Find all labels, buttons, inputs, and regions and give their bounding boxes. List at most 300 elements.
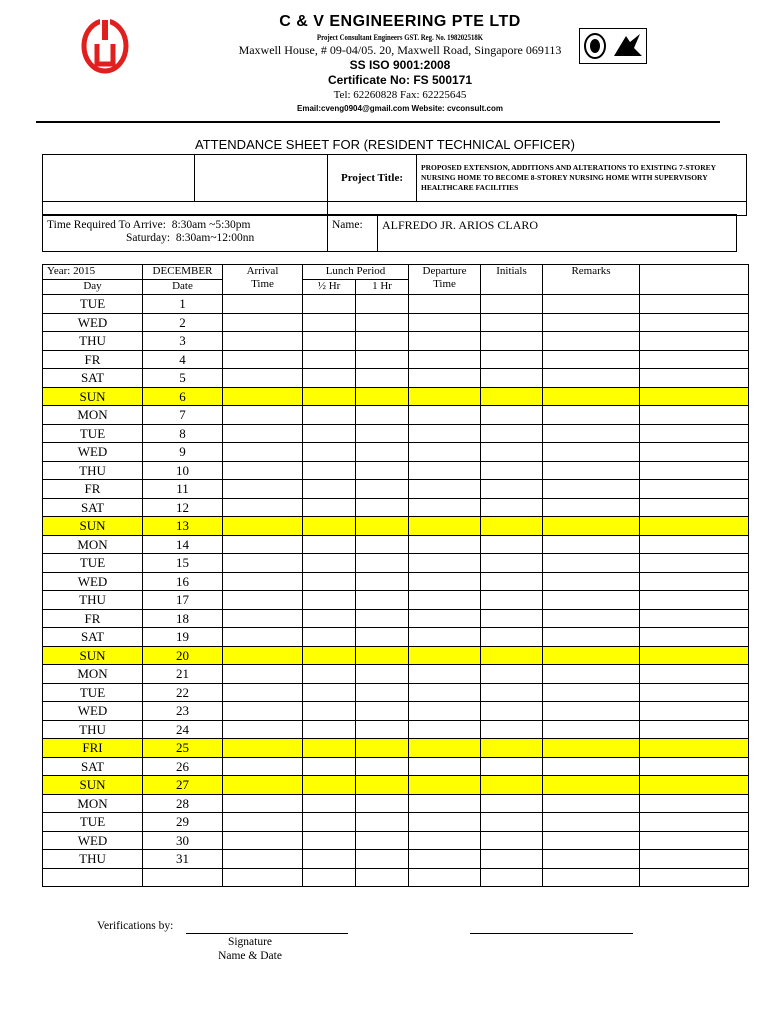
entry-cell bbox=[303, 591, 356, 610]
entry-cell bbox=[481, 776, 543, 795]
date-cell: 28 bbox=[143, 794, 223, 813]
accreditation-mark-icon bbox=[612, 32, 644, 60]
entry-cell bbox=[356, 498, 409, 517]
one-hour-header: 1 Hr bbox=[356, 280, 409, 295]
entry-cell bbox=[481, 683, 543, 702]
date-cell: 23 bbox=[143, 702, 223, 721]
date-cell: 14 bbox=[143, 535, 223, 554]
entry-cell bbox=[223, 609, 303, 628]
entry-cell bbox=[223, 480, 303, 499]
lunch-period-header: Lunch Period bbox=[303, 265, 409, 280]
table-row bbox=[43, 757, 749, 776]
entry-cell bbox=[223, 535, 303, 554]
entry-cell bbox=[543, 369, 640, 388]
entry-cell bbox=[303, 461, 356, 480]
day-cell: TUE bbox=[43, 813, 143, 832]
entry-cell bbox=[543, 665, 640, 684]
entry-cell bbox=[543, 387, 640, 406]
entry-cell bbox=[543, 406, 640, 425]
entry-cell bbox=[640, 332, 749, 351]
entry-cell bbox=[409, 554, 481, 573]
entry-cell bbox=[303, 554, 356, 573]
entry-cell bbox=[543, 683, 640, 702]
entry-cell bbox=[640, 554, 749, 573]
entry-cell bbox=[409, 369, 481, 388]
entry-cell bbox=[303, 868, 356, 887]
table-row bbox=[43, 850, 749, 869]
entry-cell bbox=[303, 313, 356, 332]
entry-cell bbox=[481, 461, 543, 480]
entry-cell bbox=[409, 776, 481, 795]
day-cell: TUE bbox=[43, 554, 143, 573]
entry-cell bbox=[356, 776, 409, 795]
table-row bbox=[43, 591, 749, 610]
table-row bbox=[43, 609, 749, 628]
entry-cell bbox=[409, 480, 481, 499]
table-row bbox=[43, 702, 749, 721]
entry-cell bbox=[543, 702, 640, 721]
entry-cell bbox=[640, 868, 749, 887]
entry-cell bbox=[481, 850, 543, 869]
entry-cell bbox=[303, 424, 356, 443]
entry-cell bbox=[640, 813, 749, 832]
entry-cell bbox=[543, 332, 640, 351]
entry-cell bbox=[303, 369, 356, 388]
date-cell: 19 bbox=[143, 628, 223, 647]
day-cell: FR bbox=[43, 350, 143, 369]
entry-cell bbox=[303, 480, 356, 499]
entry-cell bbox=[303, 757, 356, 776]
table-row bbox=[43, 443, 749, 462]
entry-cell bbox=[543, 350, 640, 369]
entry-cell bbox=[223, 572, 303, 591]
entry-cell bbox=[223, 757, 303, 776]
day-cell: TUE bbox=[43, 424, 143, 443]
entry-cell bbox=[481, 646, 543, 665]
certification-badges bbox=[579, 28, 647, 64]
entry-cell bbox=[303, 776, 356, 795]
entry-cell bbox=[481, 406, 543, 425]
date-cell: 20 bbox=[143, 646, 223, 665]
day-cell: THU bbox=[43, 332, 143, 351]
entry-cell bbox=[356, 628, 409, 647]
entry-cell bbox=[481, 702, 543, 721]
entry-cell bbox=[640, 498, 749, 517]
entry-cell bbox=[543, 609, 640, 628]
company-address: Maxwell House, # 09-04/05. 20, Maxwell Road, Singapore 069113 bbox=[238, 43, 562, 57]
entry-cell bbox=[640, 702, 749, 721]
entry-cell bbox=[543, 720, 640, 739]
day-cell bbox=[43, 868, 143, 887]
entry-cell bbox=[356, 332, 409, 351]
entry-cell bbox=[481, 517, 543, 536]
table-row bbox=[43, 517, 749, 536]
entry-cell bbox=[223, 794, 303, 813]
day-cell: WED bbox=[43, 702, 143, 721]
entry-cell bbox=[303, 794, 356, 813]
attendance-rows bbox=[43, 295, 749, 887]
entry-cell bbox=[640, 850, 749, 869]
entry-cell bbox=[481, 554, 543, 573]
entry-cell bbox=[409, 665, 481, 684]
entry-cell bbox=[356, 609, 409, 628]
entry-cell bbox=[481, 628, 543, 647]
day-cell: SUN bbox=[43, 517, 143, 536]
entry-cell bbox=[409, 646, 481, 665]
entry-cell bbox=[409, 609, 481, 628]
entry-cell bbox=[303, 831, 356, 850]
entry-cell bbox=[409, 313, 481, 332]
entry-cell bbox=[223, 443, 303, 462]
entry-cell bbox=[303, 350, 356, 369]
entry-cell bbox=[543, 628, 640, 647]
table-row bbox=[43, 813, 749, 832]
entry-cell bbox=[303, 850, 356, 869]
sheet-title: ATTENDANCE SHEET FOR (RESIDENT TECHNICAL OFFICER) bbox=[195, 137, 575, 152]
entry-cell bbox=[481, 591, 543, 610]
date-cell: 31 bbox=[143, 850, 223, 869]
entry-cell bbox=[543, 461, 640, 480]
entry-cell bbox=[640, 424, 749, 443]
departure-header: Departure Time bbox=[409, 265, 481, 295]
entry-cell bbox=[543, 517, 640, 536]
header-divider bbox=[36, 121, 720, 123]
entry-cell bbox=[356, 406, 409, 425]
entry-cell bbox=[356, 683, 409, 702]
entry-cell bbox=[640, 609, 749, 628]
table-row bbox=[43, 350, 749, 369]
entry-cell bbox=[356, 813, 409, 832]
entry-cell bbox=[356, 480, 409, 499]
year-header: Year: 2015 bbox=[43, 265, 143, 280]
table-row bbox=[43, 794, 749, 813]
entry-cell bbox=[481, 739, 543, 758]
entry-cell bbox=[640, 535, 749, 554]
entry-cell bbox=[356, 850, 409, 869]
date-cell: 13 bbox=[143, 517, 223, 536]
entry-cell bbox=[543, 831, 640, 850]
time-saturday: 8:30am~12:00nn bbox=[175, 232, 255, 244]
date-cell: 30 bbox=[143, 831, 223, 850]
entry-cell bbox=[356, 424, 409, 443]
entry-cell bbox=[409, 702, 481, 721]
entry-cell bbox=[640, 572, 749, 591]
entry-cell bbox=[543, 498, 640, 517]
date-cell: 12 bbox=[143, 498, 223, 517]
date-cell: 9 bbox=[143, 443, 223, 462]
entry-cell bbox=[481, 332, 543, 351]
entry-cell bbox=[640, 665, 749, 684]
entry-cell bbox=[303, 665, 356, 684]
entry-cell bbox=[223, 702, 303, 721]
time-weekday: 8:30am ~5:30pm bbox=[171, 219, 251, 231]
entry-cell bbox=[356, 443, 409, 462]
signature-line-2 bbox=[470, 933, 633, 934]
day-cell: FR bbox=[43, 609, 143, 628]
company-name: C & V ENGINEERING PTE LTD bbox=[279, 13, 521, 30]
entry-cell bbox=[640, 757, 749, 776]
entry-cell bbox=[223, 369, 303, 388]
entry-cell bbox=[543, 850, 640, 869]
day-cell: MON bbox=[43, 406, 143, 425]
entry-cell bbox=[356, 350, 409, 369]
entry-cell bbox=[543, 646, 640, 665]
entry-cell bbox=[356, 739, 409, 758]
verifications-label: Verifications by: bbox=[97, 920, 174, 932]
day-header: Day bbox=[43, 280, 143, 295]
table-row bbox=[43, 480, 749, 499]
table-row bbox=[43, 313, 749, 332]
entry-cell bbox=[481, 313, 543, 332]
table-row bbox=[43, 498, 749, 517]
entry-cell bbox=[223, 665, 303, 684]
entry-cell bbox=[356, 313, 409, 332]
entry-cell bbox=[409, 498, 481, 517]
date-cell: 16 bbox=[143, 572, 223, 591]
day-cell: TUE bbox=[43, 683, 143, 702]
day-cell: WED bbox=[43, 831, 143, 850]
date-cell: 25 bbox=[143, 739, 223, 758]
entry-cell bbox=[481, 609, 543, 628]
date-cell: 6 bbox=[143, 387, 223, 406]
entry-cell bbox=[223, 591, 303, 610]
entry-cell bbox=[303, 387, 356, 406]
entry-cell bbox=[543, 794, 640, 813]
entry-cell bbox=[303, 517, 356, 536]
name-date-label: Name & Date bbox=[218, 950, 282, 962]
table-row bbox=[43, 868, 749, 887]
entry-cell bbox=[303, 739, 356, 758]
entry-cell bbox=[409, 387, 481, 406]
table-row bbox=[43, 461, 749, 480]
entry-cell bbox=[356, 554, 409, 573]
entry-cell bbox=[303, 406, 356, 425]
entry-cell bbox=[303, 572, 356, 591]
day-cell: TUE bbox=[43, 295, 143, 314]
table-row bbox=[43, 831, 749, 850]
entry-cell bbox=[356, 794, 409, 813]
entry-cell bbox=[543, 424, 640, 443]
entry-cell bbox=[356, 461, 409, 480]
entry-cell bbox=[223, 424, 303, 443]
entry-cell bbox=[481, 350, 543, 369]
entry-cell bbox=[640, 443, 749, 462]
signature-caption bbox=[190, 935, 310, 963]
entry-cell bbox=[223, 295, 303, 314]
entry-cell bbox=[303, 702, 356, 721]
table-row bbox=[43, 406, 749, 425]
entry-cell bbox=[640, 739, 749, 758]
day-cell: SAT bbox=[43, 628, 143, 647]
company-header bbox=[180, 12, 620, 115]
entry-cell bbox=[481, 424, 543, 443]
company-logo bbox=[80, 14, 130, 76]
entry-cell bbox=[409, 350, 481, 369]
project-title-label: Project Title: bbox=[328, 155, 417, 202]
table-row bbox=[43, 628, 749, 647]
time-name-box bbox=[42, 214, 737, 252]
entry-cell bbox=[640, 517, 749, 536]
entry-cell bbox=[481, 757, 543, 776]
entry-cell bbox=[303, 609, 356, 628]
blank-cell bbox=[43, 155, 195, 202]
entry-cell bbox=[543, 313, 640, 332]
entry-cell bbox=[640, 776, 749, 795]
day-cell: SUN bbox=[43, 387, 143, 406]
entry-cell bbox=[409, 406, 481, 425]
time-required-cell bbox=[43, 215, 328, 252]
entry-cell bbox=[543, 554, 640, 573]
table-row bbox=[43, 387, 749, 406]
attendance-table bbox=[42, 264, 749, 887]
entry-cell bbox=[303, 535, 356, 554]
date-cell: 29 bbox=[143, 813, 223, 832]
entry-cell bbox=[223, 387, 303, 406]
date-cell: 8 bbox=[143, 424, 223, 443]
entry-cell bbox=[303, 295, 356, 314]
day-cell: SAT bbox=[43, 369, 143, 388]
table-row bbox=[43, 535, 749, 554]
entry-cell bbox=[303, 683, 356, 702]
entry-cell bbox=[640, 406, 749, 425]
entry-cell bbox=[481, 831, 543, 850]
officer-name: ALFREDO JR. ARIOS CLARO bbox=[378, 215, 737, 252]
day-cell: SUN bbox=[43, 776, 143, 795]
entry-cell bbox=[543, 295, 640, 314]
entry-cell bbox=[356, 720, 409, 739]
entry-cell bbox=[223, 313, 303, 332]
day-cell: SAT bbox=[43, 757, 143, 776]
date-cell bbox=[143, 868, 223, 887]
initials-header: Initials bbox=[481, 265, 543, 295]
project-box bbox=[42, 154, 747, 216]
entry-cell bbox=[356, 702, 409, 721]
entry-cell bbox=[481, 572, 543, 591]
entry-cell bbox=[223, 628, 303, 647]
day-cell: THU bbox=[43, 850, 143, 869]
entry-cell bbox=[481, 443, 543, 462]
table-row bbox=[43, 720, 749, 739]
table-row bbox=[43, 665, 749, 684]
entry-cell bbox=[356, 591, 409, 610]
entry-cell bbox=[223, 683, 303, 702]
entry-cell bbox=[223, 776, 303, 795]
date-cell: 1 bbox=[143, 295, 223, 314]
iso-certification: SS ISO 9001:2008 bbox=[349, 58, 451, 72]
entry-cell bbox=[356, 831, 409, 850]
date-cell: 5 bbox=[143, 369, 223, 388]
entry-cell bbox=[640, 369, 749, 388]
entry-cell bbox=[223, 406, 303, 425]
table-row bbox=[43, 554, 749, 573]
entry-cell bbox=[543, 480, 640, 499]
entry-cell bbox=[356, 369, 409, 388]
day-cell: MON bbox=[43, 665, 143, 684]
entry-cell bbox=[543, 868, 640, 887]
entry-cell bbox=[640, 628, 749, 647]
day-cell: THU bbox=[43, 591, 143, 610]
entry-cell bbox=[409, 720, 481, 739]
entry-cell bbox=[543, 776, 640, 795]
entry-cell bbox=[223, 350, 303, 369]
entry-cell bbox=[356, 572, 409, 591]
table-row bbox=[43, 332, 749, 351]
entry-cell bbox=[409, 332, 481, 351]
email-website: Email:cveng0904@gmail.com Website: cvconsult.com bbox=[297, 104, 503, 113]
month-header: DECEMBER bbox=[143, 265, 223, 280]
entry-cell bbox=[409, 813, 481, 832]
entry-cell bbox=[223, 646, 303, 665]
entry-cell bbox=[223, 831, 303, 850]
day-cell: WED bbox=[43, 313, 143, 332]
entry-cell bbox=[543, 739, 640, 758]
entry-cell bbox=[543, 443, 640, 462]
entry-cell bbox=[223, 332, 303, 351]
entry-cell bbox=[303, 813, 356, 832]
entry-cell bbox=[481, 813, 543, 832]
entry-cell bbox=[356, 868, 409, 887]
date-cell: 11 bbox=[143, 480, 223, 499]
entry-cell bbox=[223, 720, 303, 739]
entry-cell bbox=[356, 665, 409, 684]
date-cell: 2 bbox=[143, 313, 223, 332]
entry-cell bbox=[223, 554, 303, 573]
entry-cell bbox=[640, 461, 749, 480]
entry-cell bbox=[481, 480, 543, 499]
entry-cell bbox=[409, 683, 481, 702]
entry-cell bbox=[303, 720, 356, 739]
entry-cell bbox=[409, 868, 481, 887]
entry-cell bbox=[409, 628, 481, 647]
day-cell: MON bbox=[43, 535, 143, 554]
day-cell: FRI bbox=[43, 739, 143, 758]
date-cell: 26 bbox=[143, 757, 223, 776]
table-row bbox=[43, 369, 749, 388]
entry-cell bbox=[303, 628, 356, 647]
arrival-header: Arrival Time bbox=[223, 265, 303, 295]
entry-cell bbox=[409, 850, 481, 869]
entry-cell bbox=[223, 739, 303, 758]
signature-line bbox=[186, 933, 348, 934]
certification-seal-icon bbox=[583, 32, 607, 60]
time-required-label: Time Required To Arrive: bbox=[47, 219, 166, 231]
entry-cell bbox=[640, 646, 749, 665]
date-cell: 3 bbox=[143, 332, 223, 351]
entry-cell bbox=[223, 850, 303, 869]
entry-cell bbox=[409, 461, 481, 480]
entry-cell bbox=[409, 739, 481, 758]
entry-cell bbox=[409, 831, 481, 850]
day-cell: MON bbox=[43, 794, 143, 813]
day-cell: SUN bbox=[43, 646, 143, 665]
saturday-label: Saturday: bbox=[126, 232, 171, 244]
date-cell: 18 bbox=[143, 609, 223, 628]
blank-cell bbox=[195, 155, 328, 202]
entry-cell bbox=[409, 572, 481, 591]
date-cell: 10 bbox=[143, 461, 223, 480]
entry-cell bbox=[640, 720, 749, 739]
date-cell: 4 bbox=[143, 350, 223, 369]
entry-cell bbox=[356, 535, 409, 554]
project-title-value: PROPOSED EXTENSION, ADDITIONS AND ALTERATIONS TO EXISTING 7-STOREY NURSING HOME TO BECOME 8-STOREY NURSING HOME WITH SUPERVISORY HEALTHCARE FACILITIES bbox=[417, 155, 747, 202]
entry-cell bbox=[303, 498, 356, 517]
entry-cell bbox=[481, 868, 543, 887]
entry-cell bbox=[543, 813, 640, 832]
entry-cell bbox=[303, 646, 356, 665]
entry-cell bbox=[640, 350, 749, 369]
entry-cell bbox=[303, 443, 356, 462]
day-cell: SAT bbox=[43, 498, 143, 517]
